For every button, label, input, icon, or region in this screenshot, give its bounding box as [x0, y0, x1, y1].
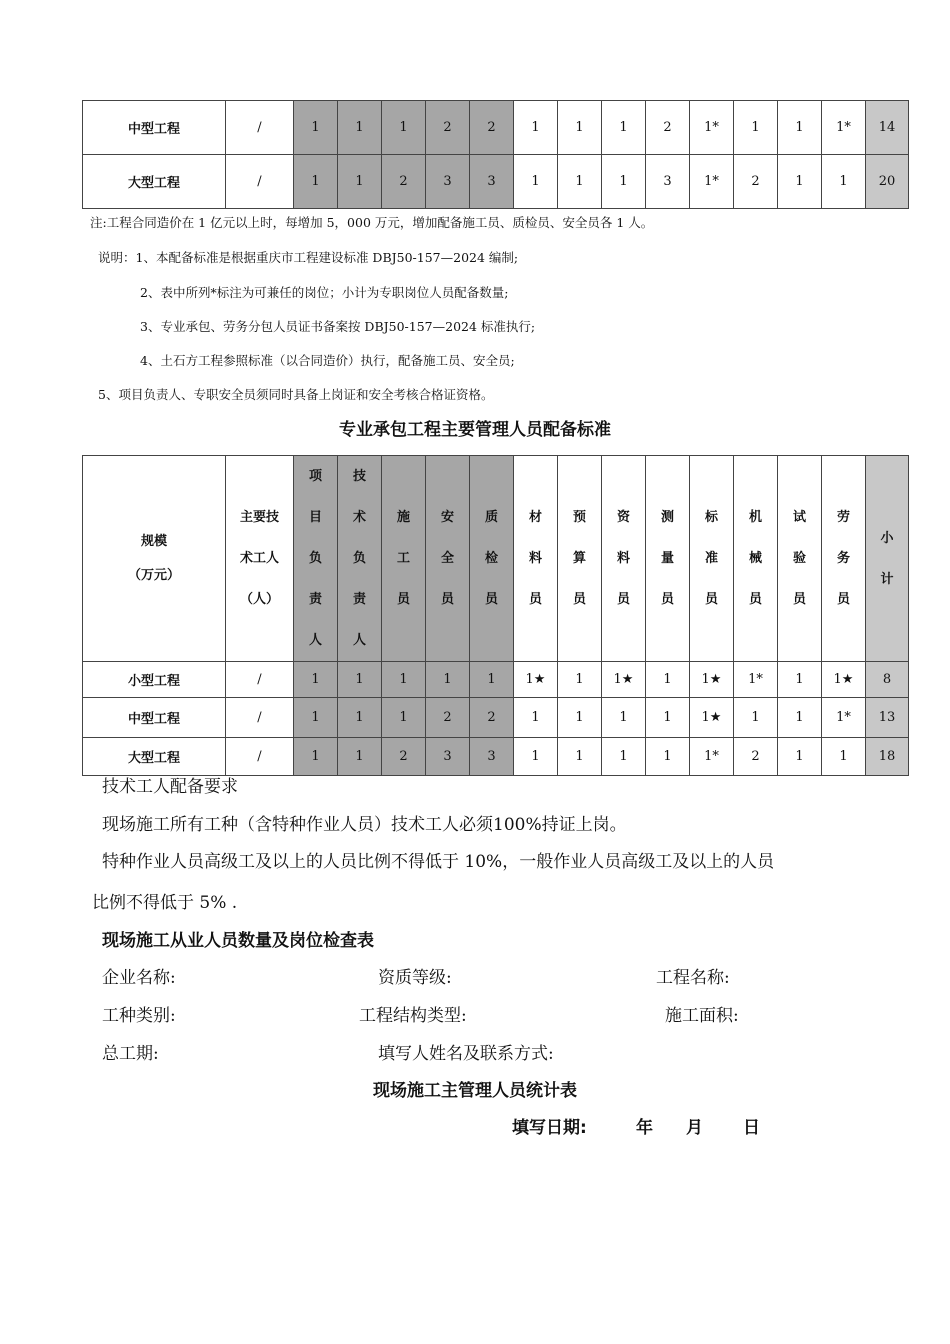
note-cost: 注:工程合同造价在 1 亿元以上时，每增加 5，000 万元，增加配备施工员、质检员、安全员各 1 人。: [90, 215, 654, 230]
row-value-cell: 1*: [690, 101, 734, 155]
row-value-cell: 1: [382, 698, 426, 738]
header-char: 员: [660, 592, 674, 607]
section-paragraph-2b: 比例不得低于 5% .: [92, 893, 238, 913]
header-char: 人: [308, 633, 322, 648]
row-value-cell: 1: [294, 698, 338, 738]
form-structure-label: 工程结构类型:: [359, 1006, 467, 1026]
form-qualification-label: 资质等级:: [378, 968, 452, 988]
note-5: 5、项目负责人、专职安全员须同时具备上岗证和安全考核合格证资格。: [98, 387, 494, 402]
header-tech-workers: [226, 456, 294, 662]
row-scale-cell: 中型工程: [83, 698, 226, 738]
table-specialty-contract-standard: [82, 455, 909, 776]
form-company-label: 企业名称:: [102, 968, 176, 988]
header-char: 验: [792, 551, 806, 566]
row-value-cell: 2: [646, 101, 690, 155]
header-char: （人）: [239, 592, 279, 607]
row-value-cell: 1: [778, 698, 822, 738]
row-value-cell: 1: [558, 155, 602, 209]
header-char: 员: [528, 592, 542, 607]
table-header-row: [83, 456, 909, 662]
header-char: 预: [572, 510, 586, 525]
header-char: 术工人: [239, 551, 279, 566]
header-char: 员: [836, 592, 850, 607]
header-char: 员: [616, 592, 630, 607]
row-value-cell: 1: [470, 662, 514, 698]
header-char: 全: [440, 551, 454, 566]
row-value-cell: 3: [426, 155, 470, 209]
header-char: 安: [440, 510, 454, 525]
header-char: 员: [792, 592, 806, 607]
row-value-cell: 2: [382, 155, 426, 209]
header-role: [822, 456, 866, 662]
table-row: [83, 738, 909, 776]
row-value-cell: 1: [294, 662, 338, 698]
row-value-cell: 1: [338, 698, 382, 738]
row-value-cell: 1: [514, 155, 558, 209]
row-value-cell: 1★: [514, 662, 558, 698]
row-total-cell: 8: [866, 662, 909, 698]
row-value-cell: 3: [426, 738, 470, 776]
header-char: 算: [572, 551, 586, 566]
header-char: 术: [352, 510, 366, 525]
header-char: 计: [880, 571, 894, 587]
header-char: 劳: [836, 510, 850, 525]
row-value-cell: 1: [602, 101, 646, 155]
header-char: 标: [704, 510, 718, 525]
header-role: [602, 456, 646, 662]
header-char: 械: [748, 551, 762, 566]
header-role: [382, 456, 426, 662]
row-value-cell: 1: [558, 662, 602, 698]
row-value-cell: 2: [470, 698, 514, 738]
row-scale-cell: 小型工程: [83, 662, 226, 698]
stats-title: 现场施工主管理人员统计表: [373, 1081, 577, 1101]
section-paragraph-1: 现场施工所有工种（含特种作业人员）技术工人必须100%持证上岗。: [102, 815, 627, 835]
header-total: [866, 456, 909, 662]
row-value-cell: 2: [382, 738, 426, 776]
header-char: 材: [528, 510, 542, 525]
row-value-cell: 1: [514, 101, 558, 155]
header-char: 工: [396, 551, 410, 566]
header-char: 准: [704, 551, 718, 566]
header-char: 员: [704, 592, 718, 607]
header-char: 员: [484, 592, 498, 607]
stats-date-month: 月: [686, 1118, 703, 1138]
row-total-cell: 13: [866, 698, 909, 738]
row-value-cell: 1: [822, 155, 866, 209]
form-project-label: 工程名称:: [656, 968, 730, 988]
row-value-cell: 1★: [690, 662, 734, 698]
table-row: [83, 698, 909, 738]
table-row: [83, 155, 909, 209]
header-char: 目: [308, 510, 322, 525]
header-char: 料: [528, 551, 542, 566]
row-value-cell: 1★: [822, 662, 866, 698]
row-value-cell: 1★: [602, 662, 646, 698]
note-1: 说明：1、本配备标准是根据重庆市工程建设标准 DBJ50-157—2024 编制;: [98, 250, 519, 265]
row-value-cell: 1: [602, 698, 646, 738]
header-char: 机: [748, 510, 762, 525]
header-char: 量: [660, 551, 674, 566]
row-value-cell: 2: [734, 155, 778, 209]
row-value-cell: 1: [338, 662, 382, 698]
header-char: 责: [308, 592, 322, 607]
row-value-cell: 1*: [690, 738, 734, 776]
stats-date-label: 填写日期:: [512, 1118, 587, 1138]
row-tech-cell: /: [226, 738, 294, 776]
row-value-cell: 1: [646, 698, 690, 738]
table-row: [83, 101, 909, 155]
row-total-cell: 14: [866, 101, 909, 155]
row-value-cell: 1: [602, 155, 646, 209]
header-char: （万元）: [127, 567, 180, 583]
header-char: 人: [352, 633, 366, 648]
header-char: 试: [792, 510, 806, 525]
row-value-cell: 1*: [822, 698, 866, 738]
header-char: 施: [396, 510, 410, 525]
header-char: 负: [352, 551, 366, 566]
row-scale-cell: 大型工程: [83, 155, 226, 209]
row-value-cell: 2: [470, 101, 514, 155]
header-role: [690, 456, 734, 662]
header-char: 员: [572, 592, 586, 607]
form-trade-label: 工种类别:: [102, 1006, 176, 1026]
header-role: [558, 456, 602, 662]
header-role: [426, 456, 470, 662]
row-value-cell: 1: [778, 155, 822, 209]
row-value-cell: 3: [470, 738, 514, 776]
row-value-cell: 1: [778, 662, 822, 698]
header-role: [294, 456, 338, 662]
header-char: 测: [660, 510, 674, 525]
row-scale-cell: 中型工程: [83, 101, 226, 155]
form-filler-label: 填写人姓名及联系方式:: [378, 1044, 554, 1064]
table-general-contract-continuation: [82, 100, 909, 209]
row-tech-cell: /: [226, 155, 294, 209]
header-char: 规模: [140, 533, 167, 549]
row-value-cell: 3: [646, 155, 690, 209]
row-value-cell: 1: [646, 738, 690, 776]
row-total-cell: 18: [866, 738, 909, 776]
header-role: [646, 456, 690, 662]
row-value-cell: 1: [382, 662, 426, 698]
section-paragraph-2a: 特种作业人员高级工及以上的人员比例不得低于 10%，一般作业人员高级工及以上的人员: [102, 852, 775, 872]
stats-date-day: 日: [743, 1118, 760, 1138]
row-value-cell: 1: [734, 698, 778, 738]
header-char: 小: [880, 530, 894, 546]
row-value-cell: 1: [294, 155, 338, 209]
header-char: 质: [484, 510, 498, 525]
header-char: 资: [616, 510, 630, 525]
row-value-cell: 2: [734, 738, 778, 776]
row-value-cell: 1*: [690, 155, 734, 209]
header-char: 项: [308, 469, 322, 484]
row-value-cell: 1: [338, 101, 382, 155]
form-title: 现场施工从业人员数量及岗位检查表: [102, 931, 374, 951]
row-value-cell: 1: [778, 101, 822, 155]
table-row: [83, 662, 909, 698]
header-char: 责: [352, 592, 366, 607]
header-char: 员: [396, 592, 410, 607]
row-total-cell: 20: [866, 155, 909, 209]
header-char: 技: [352, 469, 366, 484]
row-value-cell: 1: [338, 738, 382, 776]
row-value-cell: 1: [514, 698, 558, 738]
row-value-cell: 1: [338, 155, 382, 209]
row-value-cell: 1: [778, 738, 822, 776]
row-value-cell: 3: [470, 155, 514, 209]
header-char: 务: [836, 551, 850, 566]
row-value-cell: 2: [426, 698, 470, 738]
header-char: 负: [308, 551, 322, 566]
row-value-cell: 1★: [690, 698, 734, 738]
note-3: 3、专业承包、劳务分包人员证书备案按 DBJ50-157—2024 标准执行;: [140, 319, 536, 334]
form-area-label: 施工面积:: [665, 1006, 739, 1026]
header-role: [514, 456, 558, 662]
row-value-cell: 1: [294, 101, 338, 155]
header-role: [470, 456, 514, 662]
header-char: 主要技: [239, 510, 279, 525]
form-duration-label: 总工期:: [102, 1044, 159, 1064]
row-value-cell: 1: [294, 738, 338, 776]
row-value-cell: 1: [558, 698, 602, 738]
header-char: 检: [484, 551, 498, 566]
row-tech-cell: /: [226, 698, 294, 738]
stats-date-year: 年: [636, 1118, 653, 1138]
row-value-cell: 2: [426, 101, 470, 155]
row-value-cell: 1: [558, 738, 602, 776]
table2-title: 专业承包工程主要管理人员配备标准: [339, 420, 611, 440]
header-role: [338, 456, 382, 662]
row-value-cell: 1*: [734, 662, 778, 698]
row-value-cell: 1*: [822, 101, 866, 155]
row-scale-cell: 大型工程: [83, 738, 226, 776]
header-role: [778, 456, 822, 662]
row-tech-cell: /: [226, 662, 294, 698]
row-value-cell: 1: [734, 101, 778, 155]
row-value-cell: 1: [558, 101, 602, 155]
note-4: 4、土石方工程参照标准（以合同造价）执行，配备施工员、安全员;: [140, 353, 515, 368]
row-value-cell: 1: [382, 101, 426, 155]
row-value-cell: 1: [602, 738, 646, 776]
header-role: [734, 456, 778, 662]
row-value-cell: 1: [514, 738, 558, 776]
note-2: 2、表中所列*标注为可兼任的岗位；小计为专职岗位人员配备数量;: [140, 285, 509, 300]
header-char: 员: [748, 592, 762, 607]
header-char: 员: [440, 592, 454, 607]
section-heading: 技术工人配备要求: [102, 777, 238, 797]
row-tech-cell: /: [226, 101, 294, 155]
header-char: 料: [616, 551, 630, 566]
row-value-cell: 1: [822, 738, 866, 776]
header-scale: [83, 456, 226, 662]
row-value-cell: 1: [426, 662, 470, 698]
row-value-cell: 1: [646, 662, 690, 698]
